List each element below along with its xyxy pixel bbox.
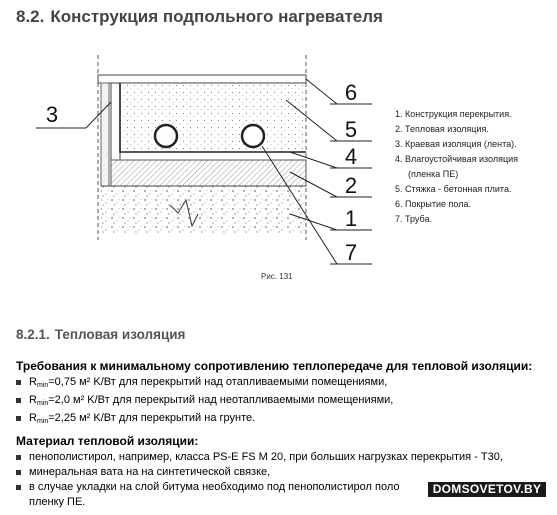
legend-item-4: 4. Влагоустойчивая изоляция <box>395 154 519 164</box>
figure-caption: Рис. 131 <box>261 272 293 281</box>
screed-layer <box>120 83 306 151</box>
label-7: 7 <box>344 240 358 265</box>
floor-slab-layer <box>101 186 306 234</box>
list-item: пенополистирол, например, класса PS-E FS M 20, при больших нагрузках перекрытия - Т30, <box>16 450 503 465</box>
bullet-icon <box>16 380 21 385</box>
bullet-icon <box>16 470 21 475</box>
floor-covering-layer <box>98 75 306 83</box>
label-1: 1 <box>344 206 358 231</box>
label-2: 2 <box>344 173 358 198</box>
legend-item-4-continued: (пленка ПЕ) <box>408 169 459 179</box>
label-4: 4 <box>344 144 358 169</box>
subsection-number: 8.2.1. <box>16 327 50 342</box>
label-6: 6 <box>344 80 358 105</box>
materials-heading: Материал тепловой изоляции: <box>16 434 199 448</box>
diagram-legend <box>395 107 518 227</box>
requirements-list <box>16 375 393 429</box>
bullet-icon <box>16 416 21 421</box>
legend-item-3: 3. Краевая изоляция (лента). <box>395 139 517 149</box>
legend-item-2: 2. Тепловая изоляция. <box>395 124 489 134</box>
legend-item-6: 6. Покрытие пола. <box>395 199 471 209</box>
section-title <box>16 7 383 27</box>
legend-item-1: 1. Конструкция перекрытия. <box>395 109 512 119</box>
pipe-2 <box>242 125 264 147</box>
list-item: минеральная вата на на синтетической связке, <box>16 465 503 480</box>
legend-item-5: 5. Стяжка - бетонная плита. <box>395 184 512 194</box>
materials-list <box>16 450 503 510</box>
list-item: $R_{min}=2,0$ м² K/Вт для перекрытий над неотапливаемыми помещениями, <box>16 393 393 411</box>
section-heading: Конструкция подпольного нагревателя <box>50 7 383 26</box>
leader-6 <box>306 79 337 104</box>
floor-construction-diagram <box>0 46 400 271</box>
label-5: 5 <box>344 117 358 142</box>
bullet-icon <box>16 455 21 460</box>
bullet-icon <box>16 485 21 490</box>
subsection-heading: Тепловая изоляция <box>54 327 186 342</box>
list-item: в случае укладки на слой битума необходимо под пенополистирол поло <box>16 480 503 495</box>
legend-item-7: 7. Труба. <box>395 214 432 224</box>
list-item: $R_{min}=2,25$ м² K/Вт для перекрытий на грунте. <box>16 411 393 429</box>
subsection-title <box>16 327 185 342</box>
list-item-continued: пленку ПЕ. <box>29 496 86 508</box>
watermark: DOMSOVETOV.BY <box>428 482 546 497</box>
edge-insulation-strip <box>111 83 120 160</box>
pipe-1 <box>155 125 177 147</box>
list-item: $R_{min}=0,75$ м² K/Вт для перекрытий над отапливаемыми помещениями, <box>16 375 393 393</box>
requirements-heading: Требования к минимальному сопротивлению теплопередаче для тепловой изоляции: <box>16 359 533 373</box>
label-3: 3 <box>45 102 59 127</box>
bullet-icon <box>16 398 21 403</box>
wall-edge <box>101 83 109 186</box>
section-number: 8.2. <box>16 7 45 26</box>
thermal-insulation-layer <box>111 160 306 186</box>
